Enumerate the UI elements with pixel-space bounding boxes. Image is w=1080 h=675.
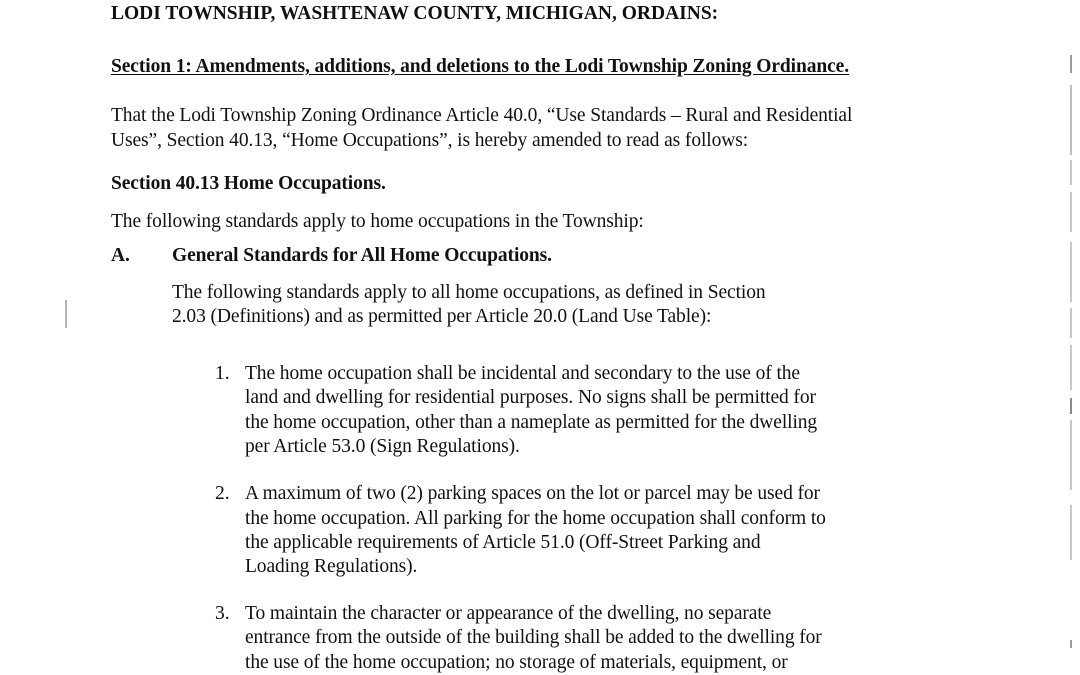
list-item-line: the use of the home occupation; no storage of materials, equipment, or (245, 652, 788, 673)
list-item-number: 1. (215, 363, 230, 384)
scan-mark (1070, 192, 1072, 232)
list-item-line: Loading Regulations). (245, 556, 418, 577)
scan-mark (1070, 55, 1072, 73)
subsection-a-letter: A. (111, 245, 130, 266)
scan-mark (1070, 345, 1072, 390)
scan-mark (1070, 308, 1072, 338)
intro-paragraph-line-2: Uses”, Section 40.13, “Home Occupations”, is hereby amended to read as follows: (111, 130, 749, 151)
list-item-line: per Article 53.0 (Sign Regulations). (245, 436, 520, 457)
scan-mark (1070, 505, 1072, 560)
scan-mark (1070, 640, 1072, 648)
list-item-number: 3. (215, 603, 230, 624)
subsection-a-intro-line-1: The following standards apply to all home occupations, as defined in Section (172, 282, 766, 303)
ordinance-title-line: LODI TOWNSHIP, WASHTENAW COUNTY, MICHIGAN, ORDAINS: (111, 3, 719, 24)
section-40-13-heading: Section 40.13 Home Occupations. (111, 173, 386, 194)
list-item-line: A maximum of two (2) parking spaces on the lot or parcel may be used for (245, 483, 820, 504)
list-item-line: the home occupation. All parking for the home occupation shall conform to (245, 508, 826, 529)
scan-left-mark (65, 300, 67, 328)
scan-mark (1070, 242, 1072, 302)
scan-edge-marks (1070, 0, 1072, 675)
subsection-a-title: General Standards for All Home Occupations. (172, 245, 552, 266)
list-item-line: To maintain the character or appearance of the dwelling, no separate (245, 603, 772, 624)
standards-intro: The following standards apply to home occupations in the Township: (111, 211, 644, 232)
list-item-line: entrance from the outside of the building shall be added to the dwelling for (245, 627, 822, 648)
intro-paragraph-line-1: That the Lodi Township Zoning Ordinance Article 40.0, “Use Standards – Rural and Residential (111, 105, 853, 126)
scan-mark (1070, 160, 1072, 185)
list-item-line: the home occupation, other than a nameplate as permitted for the dwelling (245, 412, 818, 433)
subsection-a-intro-line-2: 2.03 (Definitions) and as permitted per Article 20.0 (Land Use Table): (172, 306, 712, 327)
scan-mark (1070, 398, 1072, 414)
scan-mark (1070, 85, 1072, 155)
list-item-line: The home occupation shall be incidental and secondary to the use of the (245, 363, 800, 384)
list-item-line: land and dwelling for residential purposes. No signs shall be permitted for (245, 387, 816, 408)
scan-mark (1070, 420, 1072, 490)
list-item-number: 2. (215, 483, 230, 504)
section-1-heading: Section 1: Amendments, additions, and deletions to the Lodi Township Zoning Ordinance. (111, 56, 849, 77)
list-item-line: the applicable requirements of Article 51.0 (Off-Street Parking and (245, 532, 761, 553)
